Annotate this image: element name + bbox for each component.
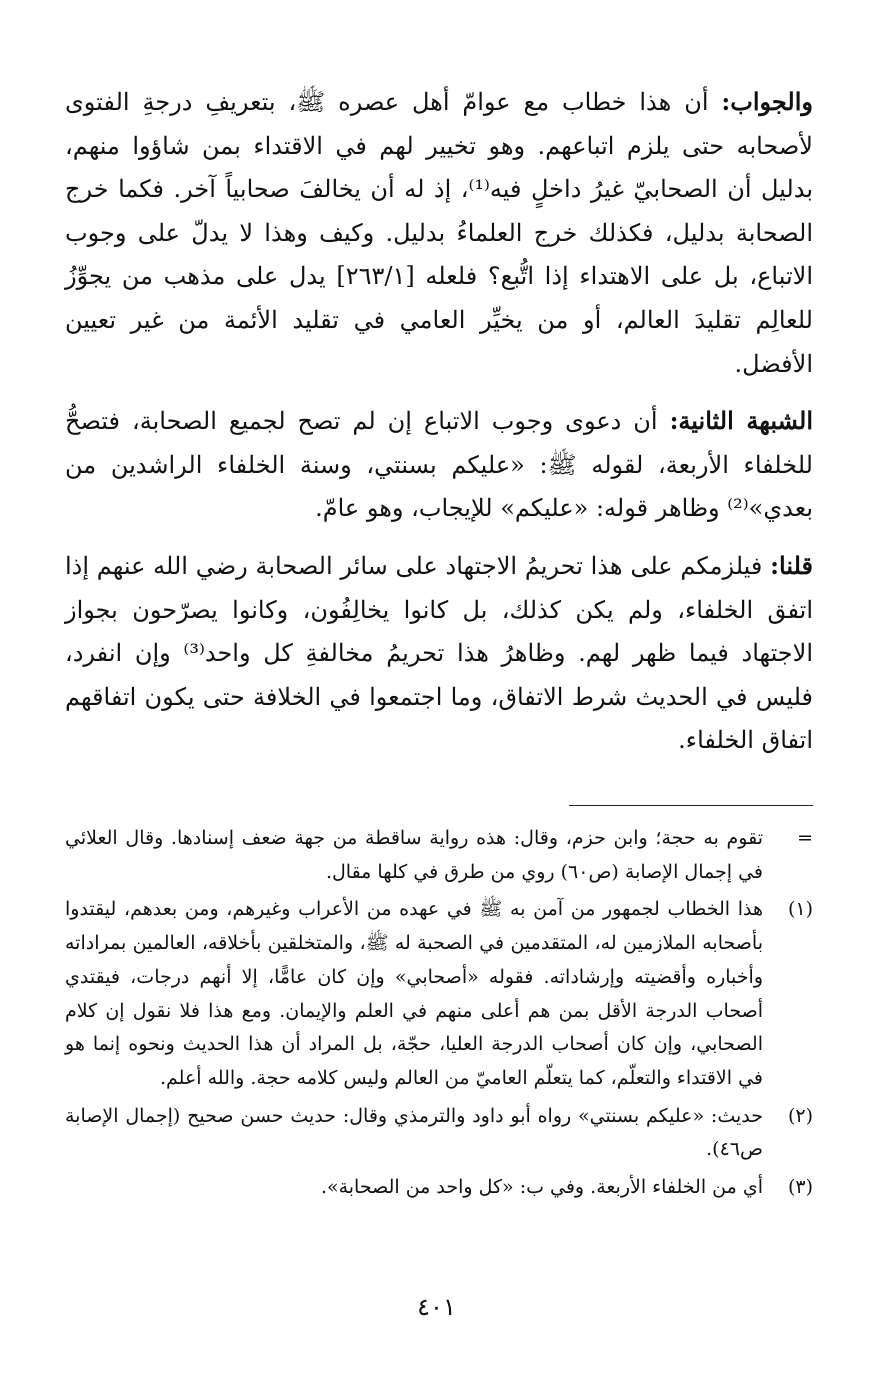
main-text	[65, 80, 813, 776]
paragraph-body: أن هذا خطاب مع عوامّ أهل عصره ﷺ، بتعريفِ درجةِ الفتوى لأصحابه حتى يلزم اتباعهم. وهو تخيير لهم في الاقتداء بمن شاؤوا منهم، بدليل أن الصحابيّ غيرُ داخلٍ فيه⁽¹⁾، إذ له أن يخالفَ صحابياً آخر. فكما خرج الصحابة بدليل، فكذلك خرج العلماءُ بدليل. وكيف وهذا لا يدلّ على وجوب الاتباع، بل على الاهتداء إذا اتُّبع؟ فلعله [٢٦٣/١] يدل على مذهب من يجوِّزُ للعالِم تقليدَ العالم، أو من يخيِّر العامي في تقليد الأئمة من غير تعيين الأفضل.	[65, 88, 813, 378]
footnote-mark: =	[797, 827, 813, 849]
paragraph-second-doubt	[65, 399, 813, 531]
footnote-mark: (٢)	[787, 1104, 813, 1127]
footnote-2	[65, 1100, 813, 1167]
footnote-text: هذا الخطاب لجمهور من آمن به ﷺ في عهده من الأعراب وغيرهم، ومن بعدهم، ليقتدوا بأصحابه الملازمين له، المتقدمين في الصحبة له ﷺ، والمتخلقين بأخلاقه، العالمين بمراداته وأخباره وأقضيته وإرشاداته. فقوله «أصحابي» وإن كان عامًّا، إلا أنهم درجات، فيقتدي أصحاب الدرجة الأقل بمن هم أعلى منهم في العلم والإيمان. ومع هذا فلا نقول إن كلام الصحابي، وإن كان أصحاب الدرجة العليا، حجّة، بل المراد أن هذا الحديث ونحوه إنما هو في الاقتداء والتعلّم، كما يتعلّم العاميّ من العالم وليس كلامه حجة. والله أعلم.	[65, 898, 763, 1089]
footnote-mark: (٣)	[787, 1176, 813, 1199]
footnote-3	[65, 1171, 813, 1205]
paragraph-lead: قلنا:	[770, 550, 813, 580]
paragraph-reply	[65, 544, 813, 763]
footnotes	[65, 822, 813, 1209]
footnote-text: أي من الخلفاء الأربعة. وفي ب: «كل واحد من الصحابة».	[320, 1176, 763, 1199]
paragraph-body: فيلزمكم على هذا تحريمُ الاجتهاد على سائر الصحابة رضي الله عنهم إذا اتفق الخلفاء، ولم يكن كذلك، بل كانوا يخالِفُون، وكانوا يصرّحون بجواز الاجتهاد فيما ظهر لهم. وظاهرُ هذا تحريمُ مخالفةِ كل واحد⁽³⁾ وإن انفرد، فليس في الحديث شرط الاتفاق، وما اجتمعوا في الخلافة حتى يكون اتفاقهم اتفاق الخلفاء.	[65, 551, 814, 755]
footnote-continued	[65, 822, 813, 889]
footnote-text: حديث: «عليكم بسنتي» رواه أبو داود والترمذي وقال: حديث حسن صحيح (إجمال الإصابة ص٤٦).	[65, 1104, 763, 1161]
paragraph-body: أن دعوى وجوب الاتباع إن لم تصح لجميع الصحابة، فتصحُّ للخلفاء الأربعة، لقوله ﷺ: «عليكم بسنتي، وسنة الخلفاء الراشدين من بعدي»⁽²⁾ وظاهر قوله: «عليكم» للإيجاب، وهو عامّ.	[65, 407, 813, 523]
footnote-mark: (١)	[787, 898, 813, 921]
paragraph-answer	[65, 80, 813, 386]
page-number: ٤٠١	[417, 1293, 456, 1321]
footnote-separator	[569, 805, 813, 806]
footnote-text: تقوم به حجة؛ وابن حزم، وقال: هذه رواية ساقطة من جهة ضعف إسنادها. وقال العلائي في إجمال الإصابة (ص٦٠) روي من طرق في كلها مقال.	[65, 827, 763, 883]
paragraph-lead: الشبهة الثانية:	[669, 406, 813, 436]
footnote-1	[65, 893, 813, 1095]
paragraph-lead: والجواب:	[721, 87, 813, 116]
